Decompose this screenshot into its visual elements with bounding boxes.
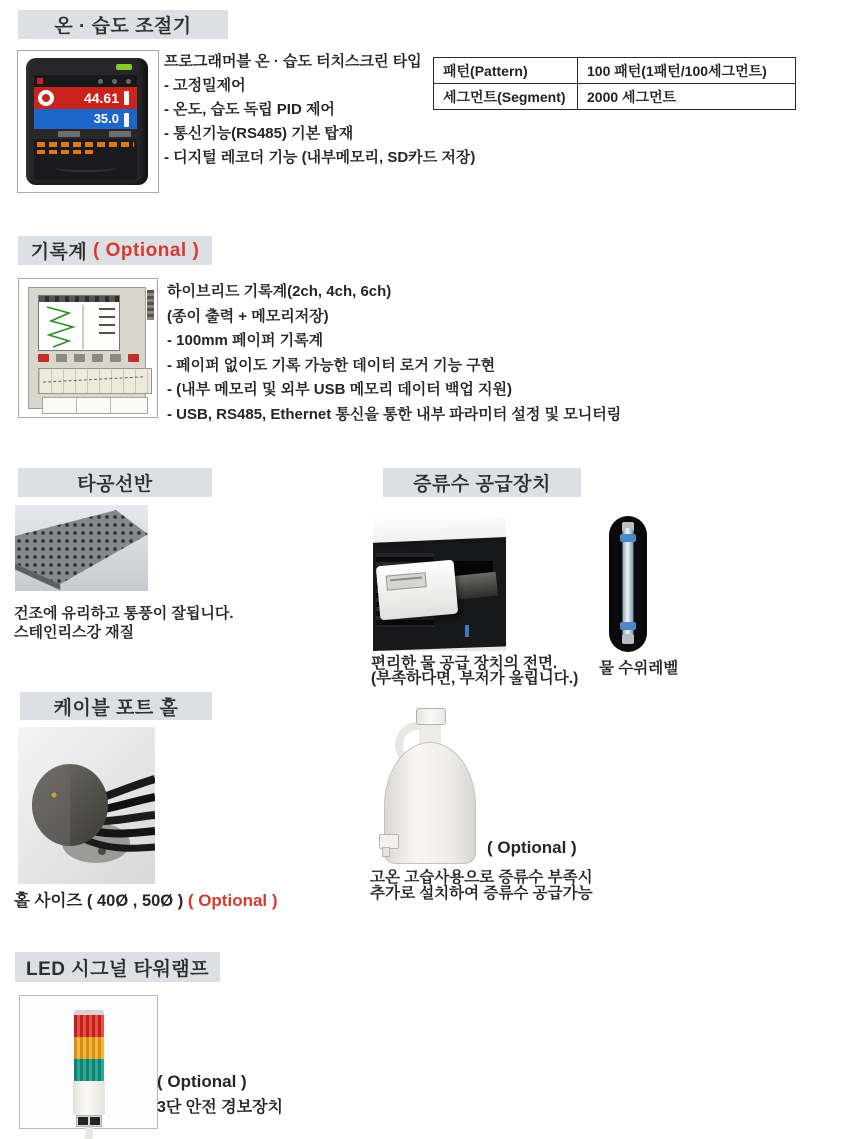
lamp-caption-text: 3단 안전 경보장치 bbox=[157, 1099, 283, 1116]
feature-line: - 통신기능(RS485) 기본 탑재 bbox=[164, 125, 354, 142]
shelf-caption bbox=[14, 604, 234, 642]
feature-line: - 디지털 레코더 기능 (내부메모리, SD카드 저장) bbox=[164, 149, 476, 166]
table-row bbox=[434, 84, 796, 110]
connector-cell bbox=[90, 1117, 100, 1125]
lamp-pole bbox=[73, 1081, 105, 1115]
screen-menu-icon bbox=[112, 79, 117, 84]
tube-connector bbox=[620, 622, 636, 630]
humidity-value: 35.0 bbox=[93, 111, 119, 126]
controller-feature-list bbox=[164, 50, 475, 170]
recorder-chart-screen bbox=[38, 295, 120, 351]
run-indicator-icon bbox=[38, 90, 54, 106]
controller-base bbox=[34, 154, 137, 180]
shelf-caption-line2: 스테인리스강 재질 bbox=[14, 624, 135, 641]
screen-gear-icon bbox=[126, 79, 131, 84]
recorder-reading-line bbox=[99, 324, 115, 326]
drawer-handle bbox=[386, 572, 427, 590]
controller-photo bbox=[17, 50, 159, 193]
tower-lamp-illustration bbox=[73, 1010, 105, 1139]
recorder-vent bbox=[147, 290, 154, 320]
recorder-paper-tray bbox=[42, 397, 148, 414]
bottle-caption bbox=[370, 870, 593, 902]
water-drawer bbox=[376, 560, 458, 621]
recorder-photo bbox=[18, 278, 158, 418]
recorder-optional-text: ( Optional ) bbox=[93, 239, 200, 261]
level-caption-text: 물 수위레벨 bbox=[599, 660, 679, 677]
lamp-connector-block bbox=[76, 1115, 102, 1127]
recorder-button bbox=[92, 354, 103, 362]
controller-screen bbox=[34, 75, 137, 159]
feature-line: - 온도, 습도 독립 PID 제어 bbox=[164, 101, 335, 118]
bottle-tap bbox=[379, 834, 399, 849]
recorder-reading-line bbox=[99, 316, 115, 318]
section-title-shelf bbox=[18, 468, 212, 497]
feature-line: 프로그래머블 온 · 습도 터치스크린 타입 bbox=[164, 53, 422, 70]
feature-line: - 고정밀제어 bbox=[164, 77, 246, 94]
recorder-button bbox=[56, 354, 67, 362]
lamp-photo-bg bbox=[20, 996, 157, 1128]
recorder-button bbox=[74, 354, 85, 362]
lamp-red-segment bbox=[74, 1015, 104, 1037]
drawer-caption-line1: 편리한 물 공급 장치의 전면. bbox=[371, 655, 558, 672]
section-title-cable bbox=[20, 692, 212, 720]
lamp-title-text: LED 시그널 타워램프 bbox=[25, 958, 210, 980]
bottle-cap bbox=[416, 708, 446, 725]
bottle-caption-line1: 고온 고습사용으로 증류수 부족시 bbox=[370, 869, 593, 886]
recorder-button bbox=[110, 354, 121, 362]
tower-lamp-photo bbox=[19, 995, 158, 1129]
feature-line: - 100mm 페이퍼 기록계 bbox=[167, 332, 324, 349]
cable-caption-text: 홀 사이즈 ( 40Ø , 50Ø ) bbox=[14, 892, 184, 910]
water-bottle-photo bbox=[383, 708, 475, 866]
shelf-photo bbox=[15, 505, 148, 591]
lamp-cable bbox=[85, 1127, 93, 1139]
feature-line: - 페이퍼 없이도 기록 가능한 데이터 로거 기능 구현 bbox=[167, 356, 496, 374]
status-chip bbox=[109, 131, 131, 137]
controller-power-led bbox=[116, 64, 132, 70]
cable-port-photo bbox=[18, 727, 155, 884]
recorder-reading-line bbox=[99, 308, 115, 310]
controller-device-illustration bbox=[26, 58, 148, 185]
water-drip bbox=[465, 625, 469, 637]
table-cell-label: 패턴(Pattern) bbox=[434, 58, 578, 84]
feature-line: 하이브리드 기록계(2ch, 4ch, 6ch) bbox=[167, 283, 392, 300]
section-title-water bbox=[383, 468, 581, 497]
table-row bbox=[434, 58, 796, 84]
drawer-caption bbox=[371, 656, 578, 686]
water-drawer-photo bbox=[373, 517, 506, 651]
table-cell-label: 세그먼트(Segment) bbox=[434, 84, 578, 110]
lamp-optional-label bbox=[157, 1072, 247, 1091]
table-cell-value: 2000 세그먼트 bbox=[578, 84, 796, 110]
recorder-paper-chart bbox=[38, 368, 152, 394]
cable-optional-text: ( Optional ) bbox=[187, 891, 278, 910]
controller-title-text: 온 · 습도 조절기 bbox=[54, 16, 192, 37]
recorder-device-illustration bbox=[28, 287, 146, 409]
temperature-gauge bbox=[124, 91, 129, 105]
screen-menu-icon bbox=[98, 79, 103, 84]
temperature-band bbox=[34, 87, 137, 109]
water-title-text: 증류수 공급장치 bbox=[413, 474, 551, 495]
tube-connector bbox=[620, 534, 636, 542]
lamp-caption bbox=[157, 1098, 283, 1117]
recorder-reading-line bbox=[99, 332, 115, 334]
lamp-optional-text: ( Optional ) bbox=[157, 1072, 247, 1091]
section-title-lamp bbox=[15, 952, 220, 982]
shelf-caption-line1: 건조에 유리하고 통풍이 잘됩니다. bbox=[14, 605, 234, 622]
lamp-amber-segment bbox=[74, 1037, 104, 1059]
controller-status-row bbox=[34, 129, 137, 139]
softkey-row bbox=[37, 142, 134, 147]
cable-title-text: 케이블 포트 홀 bbox=[53, 697, 179, 719]
humidity-band bbox=[34, 109, 137, 129]
cable-port-illustration bbox=[18, 727, 155, 884]
controller-screen-topbar bbox=[34, 75, 137, 87]
recorder-buttons bbox=[38, 354, 138, 363]
level-caption bbox=[599, 659, 678, 678]
connector-cell bbox=[78, 1117, 88, 1125]
table-cell-value: 100 패턴(1패턴/100세그먼트) bbox=[578, 58, 796, 84]
feature-line: - (내부 메모리 및 외부 USB 메모리 데이터 백업 지원) bbox=[167, 381, 512, 398]
status-chip bbox=[58, 131, 80, 137]
pattern-spec-table bbox=[433, 57, 796, 110]
feature-line: (종이 출력 + 메모리저장) bbox=[167, 307, 329, 325]
recorder-feature-list bbox=[167, 280, 621, 427]
section-title-controller bbox=[18, 10, 228, 39]
bottle-optional-label bbox=[487, 838, 577, 857]
shelf-title-text: 타공선반 bbox=[77, 474, 153, 495]
temperature-value: 44.61 bbox=[83, 90, 119, 106]
recorder-button bbox=[38, 354, 49, 362]
screen-flag-icon bbox=[37, 78, 43, 84]
bottle-optional-text: ( Optional ) bbox=[487, 838, 577, 857]
water-level-photo bbox=[609, 516, 647, 652]
recorder-button bbox=[128, 354, 139, 362]
cable-caption bbox=[14, 891, 278, 911]
tube-cap bbox=[622, 634, 634, 644]
feature-line: - USB, RS485, Ethernet 통신을 통한 내부 파라미터 설정 및 모니터링 bbox=[167, 405, 622, 423]
section-title-recorder bbox=[18, 236, 212, 265]
bottle-caption-line2: 추가로 설치하여 증류수 공급가능 bbox=[370, 885, 593, 902]
lamp-green-segment bbox=[74, 1059, 104, 1081]
recorder-title-text: 기록계 bbox=[30, 242, 88, 263]
recorder-screen-header bbox=[39, 296, 119, 302]
humidity-gauge bbox=[124, 113, 129, 127]
drawer-caption-line2: (부족하다면, 부저가 울립니다.) bbox=[371, 670, 579, 687]
